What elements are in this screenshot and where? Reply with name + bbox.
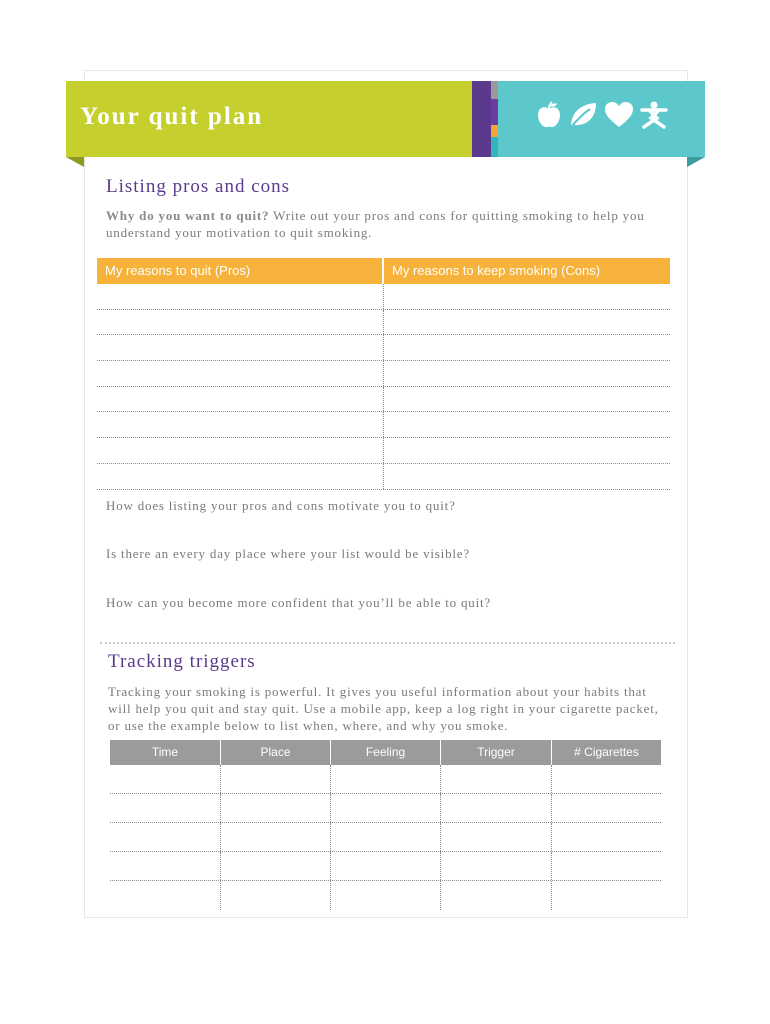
feeling-cell[interactable] [330, 765, 440, 793]
section-heading-pros-cons: Listing pros and cons [106, 176, 291, 197]
pros-cell[interactable] [97, 335, 384, 360]
trigger-cell[interactable] [440, 765, 551, 793]
table-row [97, 464, 670, 490]
feeling-cell[interactable] [330, 852, 440, 880]
place-cell[interactable] [220, 823, 330, 851]
table-row [110, 823, 661, 852]
section-divider [100, 642, 675, 644]
table-row [97, 284, 670, 310]
table-row [97, 387, 670, 413]
trigger-cell[interactable] [440, 823, 551, 851]
table-header [110, 740, 661, 765]
triggers-intro: Tracking your smoking is powerful. It gives you useful information about your habits that will help you quit and stay quit. Use a mobile app, keep a log right in your cigarette packet, or use the example below to list when, where, and why you smoke. [108, 684, 659, 733]
feeling-cell[interactable] [330, 881, 440, 910]
banner-stripe [491, 81, 498, 99]
cigarettes-cell[interactable] [551, 823, 661, 851]
time-cell[interactable] [110, 765, 220, 793]
pros-cell[interactable] [97, 387, 384, 412]
cigarettes-cell[interactable] [551, 765, 661, 793]
cigarettes-cell[interactable] [551, 881, 661, 910]
intro-question: Why do you want to quit? [106, 208, 270, 223]
leaf-icon [568, 101, 598, 129]
banner-fold-right [687, 157, 705, 167]
cons-cell[interactable] [384, 284, 670, 309]
time-cell[interactable] [110, 823, 220, 851]
table-header [97, 258, 670, 284]
pros-cell[interactable] [97, 361, 384, 386]
pros-cons-intro [106, 207, 666, 241]
pros-cell[interactable] [97, 438, 384, 463]
table-row [97, 335, 670, 361]
column-header-time: Time [110, 740, 220, 765]
cigarettes-cell[interactable] [551, 852, 661, 880]
column-header-feeling: Feeling [330, 740, 440, 765]
page-title: Your quit plan [80, 103, 264, 130]
table-row [110, 852, 661, 881]
cons-cell[interactable] [384, 335, 670, 360]
place-cell[interactable] [220, 765, 330, 793]
table-row [97, 438, 670, 464]
trigger-cell[interactable] [440, 794, 551, 822]
pros-cell[interactable] [97, 284, 384, 309]
column-header-pros: My reasons to quit (Pros) [97, 258, 382, 284]
column-header-trigger: Trigger [440, 740, 551, 765]
place-cell[interactable] [220, 852, 330, 880]
cons-cell[interactable] [384, 438, 670, 463]
table-row [97, 361, 670, 387]
table-row [110, 881, 661, 910]
table-body [97, 284, 670, 490]
feeling-cell[interactable] [330, 823, 440, 851]
heart-icon [604, 101, 634, 129]
pros-cons-table [97, 258, 670, 490]
cigarettes-cell[interactable] [551, 794, 661, 822]
banner-fold-left [66, 157, 84, 167]
place-cell[interactable] [220, 881, 330, 910]
feeling-cell[interactable] [330, 794, 440, 822]
cons-cell[interactable] [384, 310, 670, 335]
table-row [110, 765, 661, 794]
time-cell[interactable] [110, 852, 220, 880]
question-confidence: How can you become more confident that you’ll be able to quit? [106, 595, 491, 610]
banner-stripe [491, 99, 498, 125]
column-header-cigarettes: # Cigarettes [551, 740, 661, 765]
column-header-place: Place [220, 740, 330, 765]
triggers-table [110, 740, 661, 910]
table-row [97, 412, 670, 438]
banner-stripe [491, 125, 498, 137]
cons-cell[interactable] [384, 361, 670, 386]
person-icon [640, 101, 668, 129]
trigger-cell[interactable] [440, 881, 551, 910]
pros-cell[interactable] [97, 310, 384, 335]
banner-stripe [491, 137, 498, 157]
cons-cell[interactable] [384, 464, 670, 489]
question-motivation: How does listing your pros and cons motivate you to quit? [106, 498, 456, 513]
pros-cell[interactable] [97, 412, 384, 437]
intro-text: Write out your pros and cons for quitting smoking to help you understand your motivation to quit smoking. [106, 208, 645, 240]
apple-icon [536, 101, 562, 129]
section-heading-triggers: Tracking triggers [108, 651, 256, 672]
place-cell[interactable] [220, 794, 330, 822]
table-row [110, 794, 661, 823]
table-row [97, 310, 670, 336]
pros-cell[interactable] [97, 464, 384, 489]
banner-stripe [472, 81, 491, 157]
column-header-cons: My reasons to keep smoking (Cons) [384, 258, 670, 284]
time-cell[interactable] [110, 881, 220, 910]
time-cell[interactable] [110, 794, 220, 822]
trigger-cell[interactable] [440, 852, 551, 880]
header-icons [536, 101, 668, 129]
cons-cell[interactable] [384, 387, 670, 412]
question-visible-place: Is there an every day place where your list would be visible? [106, 546, 470, 561]
cons-cell[interactable] [384, 412, 670, 437]
